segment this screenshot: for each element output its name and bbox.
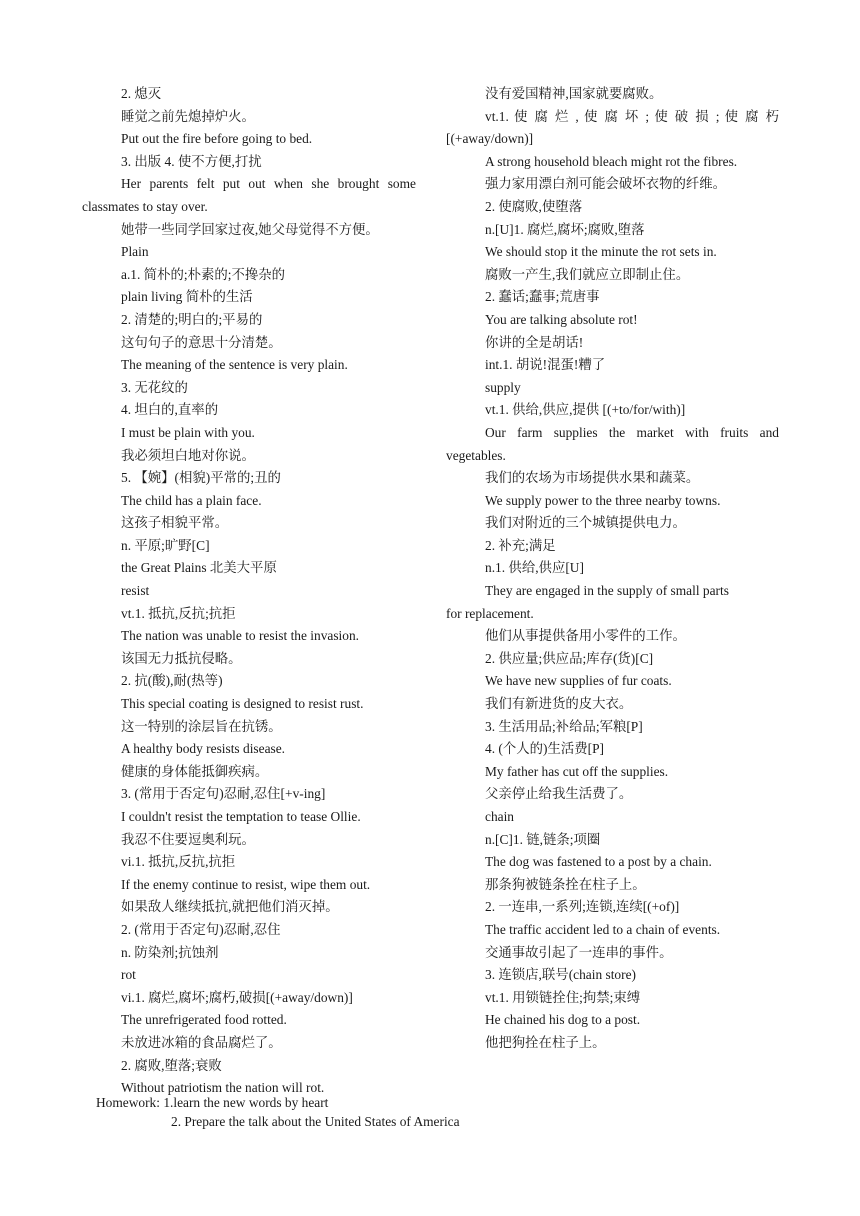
left-column-line: the Great Plains 北美大平原 bbox=[121, 560, 277, 576]
right-column-line: He chained his dog to a post. bbox=[485, 1012, 641, 1028]
right-column-line: 他把狗拴在柱子上。 bbox=[485, 1034, 606, 1050]
right-column-line: 我们对附近的三个城镇提供电力。 bbox=[485, 515, 686, 531]
left-column-line: Without patriotism the nation will rot. bbox=[121, 1080, 325, 1096]
homework-line-1: Homework: 1.learn the new words by heart bbox=[96, 1095, 329, 1110]
left-column-line: n. 防染剂;抗蚀剂 bbox=[121, 944, 219, 960]
right-column-line: 2. 蠢话;蠢事;荒唐事 bbox=[485, 289, 600, 305]
right-column-line: int.1. 胡说!混蛋!糟了 bbox=[485, 357, 606, 373]
left-column-line: 健康的身体能抵御疾病。 bbox=[121, 763, 269, 779]
left-column-line: 我必须坦白地对你说。 bbox=[121, 447, 255, 463]
right-column-line: They are engaged in the supply of small parts bbox=[485, 583, 729, 599]
left-column-line: rot bbox=[121, 967, 136, 983]
left-column-line: A healthy body resists disease. bbox=[121, 741, 286, 757]
right-column-line: A strong household bleach might rot the fibres. bbox=[485, 153, 738, 169]
homework-section bbox=[96, 1093, 460, 1131]
left-column-line: The nation was unable to resist the invasion. bbox=[121, 628, 360, 644]
right-column-line: 那条狗被链条拴在柱子上。 bbox=[485, 876, 646, 892]
left-column-line: I couldn't resist the temptation to tease Ollie. bbox=[121, 809, 361, 824]
left-column-line: 这孩子相貌平常。 bbox=[121, 515, 229, 531]
left-column-line: 3. 出版 4. 使不方便,打扰 bbox=[121, 153, 262, 169]
left-column-line: If the enemy continue to resist, wipe them out. bbox=[121, 876, 371, 892]
left-column-line: The meaning of the sentence is very plain. bbox=[121, 357, 348, 373]
right-column-line: You are talking absolute rot! bbox=[485, 311, 638, 327]
left-column-line: classmates to stay over. bbox=[82, 198, 208, 214]
left-column bbox=[82, 83, 416, 1100]
left-column-line: 2. (常用于否定句)忍耐,忍住 bbox=[121, 921, 281, 937]
right-column-line: 2. 使腐败,使堕落 bbox=[485, 198, 583, 214]
homework-line-2: 2. Prepare the talk about the United States of America bbox=[171, 1114, 460, 1129]
right-column-line: n.[C]1. 链,链条;项圈 bbox=[485, 831, 601, 847]
right-column-line: n.[U]1. 腐烂,腐坏;腐败,堕落 bbox=[485, 221, 645, 237]
right-column-line: 2. 一连串,一系列;连锁,连续[(+of)] bbox=[485, 899, 680, 915]
right-column-line: Our farm supplies the market with fruits and bbox=[485, 424, 779, 440]
left-column-line: 未放进冰箱的食品腐烂了。 bbox=[121, 1034, 282, 1050]
right-column-line: 4. (个人的)生活费[P] bbox=[485, 741, 605, 757]
left-column-line: 2. 腐败,堕落;衰败 bbox=[121, 1057, 222, 1073]
left-column-line: 2. 熄灭 bbox=[121, 86, 162, 101]
left-column-line: 5. 【婉】(相貌)平常的;丑的 bbox=[121, 470, 281, 486]
left-column-line: vt.1. 抵抗,反抗;抗拒 bbox=[121, 605, 236, 621]
left-column-line: resist bbox=[121, 583, 150, 599]
right-column-line: The dog was fastened to a post by a chain. bbox=[485, 854, 712, 870]
left-column-line: I must be plain with you. bbox=[121, 424, 255, 440]
left-column-line: 我忍不住要逗奥利玩。 bbox=[121, 831, 255, 847]
left-column-line: 睡觉之前先熄掉炉火。 bbox=[121, 108, 255, 124]
right-column-line: The traffic accident led to a chain of events. bbox=[485, 921, 721, 937]
left-column-line: a.1. 简朴的;朴素的;不搀杂的 bbox=[121, 266, 286, 282]
right-column-line: We should stop it the minute the rot sets in. bbox=[485, 244, 717, 260]
right-column-line: 我们有新进货的皮大衣。 bbox=[485, 696, 633, 712]
right-column-line: My father has cut off the supplies. bbox=[485, 763, 669, 779]
left-column-line: The unrefrigerated food rotted. bbox=[121, 1012, 287, 1028]
left-column-line: vi.1. 抵抗,反抗,抗拒 bbox=[121, 854, 236, 870]
right-column-line: 3. 生活用品;补给品;军粮[P] bbox=[485, 718, 643, 734]
left-column-line: 这一特别的涂层旨在抗锈。 bbox=[121, 718, 282, 734]
right-column-line: supply bbox=[485, 379, 521, 395]
left-column-line: 2. 抗(酸),耐(热等) bbox=[121, 673, 223, 689]
right-column-line: 3. 连锁店,联号(chain store) bbox=[485, 967, 636, 983]
left-column-line: 这句句子的意思十分清楚。 bbox=[121, 334, 282, 350]
right-column-line: 他们从事提供备用小零件的工作。 bbox=[485, 628, 686, 644]
right-column-line: [(+away/down)] bbox=[446, 131, 534, 147]
right-column-line: vegetables. bbox=[446, 447, 506, 463]
left-column-line: 2. 清楚的;明白的;平易的 bbox=[121, 311, 263, 327]
right-column-line: 腐败一产生,我们就应立即制止住。 bbox=[485, 266, 690, 282]
right-column-line: 父亲停止给我生活费了。 bbox=[485, 786, 633, 802]
right-column-line: vt.1. 使 腐 烂 , 使 腐 坏 ; 使 破 损 ; 使 腐 朽 bbox=[485, 108, 779, 124]
left-column-line: 如果敌人继续抵抗,就把他们消灭掉。 bbox=[121, 899, 339, 915]
right-column-line: 2. 补充;满足 bbox=[485, 537, 556, 553]
right-column-line: 你讲的全是胡话! bbox=[485, 334, 584, 350]
left-column-line: plain living 简朴的生活 bbox=[121, 289, 253, 305]
left-column-line: 3. (常用于否定句)忍耐,忍住[+v-ing] bbox=[121, 786, 326, 802]
right-column-line: 强力家用漂白剂可能会破坏衣物的纤维。 bbox=[485, 176, 727, 192]
left-column-line: 她带一些同学回家过夜,她父母觉得不方便。 bbox=[121, 221, 379, 237]
left-column-line: The child has a plain face. bbox=[121, 492, 262, 508]
right-column-line: for replacement. bbox=[446, 605, 534, 621]
right-column-line: n.1. 供给,供应[U] bbox=[485, 560, 584, 576]
right-column-line: We supply power to the three nearby towns. bbox=[485, 492, 721, 508]
left-column-line: vi.1. 腐烂,腐坏;腐朽,破损[(+away/down)] bbox=[121, 989, 353, 1005]
right-column-line: 交通事故引起了一连串的事件。 bbox=[485, 944, 673, 960]
right-column-line: 我们的农场为市场提供水果和蔬菜。 bbox=[485, 470, 700, 486]
left-column-line: 4. 坦白的,直率的 bbox=[121, 402, 219, 418]
left-column-line: 3. 无花纹的 bbox=[121, 379, 188, 395]
right-column-line: vt.1. 供给,供应,提供 [(+to/for/with)] bbox=[485, 402, 686, 418]
left-column-line: Plain bbox=[121, 244, 149, 260]
right-column-line: 2. 供应量;供应品;库存(货)[C] bbox=[485, 650, 654, 666]
left-column-line: Put out the fire before going to bed. bbox=[121, 131, 313, 147]
left-column-line: This special coating is designed to resist rust. bbox=[121, 696, 364, 712]
right-column-line: 没有爱国精神,国家就要腐败。 bbox=[485, 86, 663, 101]
right-column bbox=[446, 83, 779, 1055]
right-column-line: chain bbox=[485, 809, 514, 824]
left-column-line: Her parents felt put out when she brought some bbox=[121, 176, 416, 192]
right-column-line: We have new supplies of fur coats. bbox=[485, 673, 672, 689]
left-column-line: 该国无力抵抗侵略。 bbox=[121, 650, 242, 666]
right-column-line: vt.1. 用锁链拴住;拘禁;束缚 bbox=[485, 989, 641, 1005]
left-column-line: n. 平原;旷野[C] bbox=[121, 537, 210, 553]
